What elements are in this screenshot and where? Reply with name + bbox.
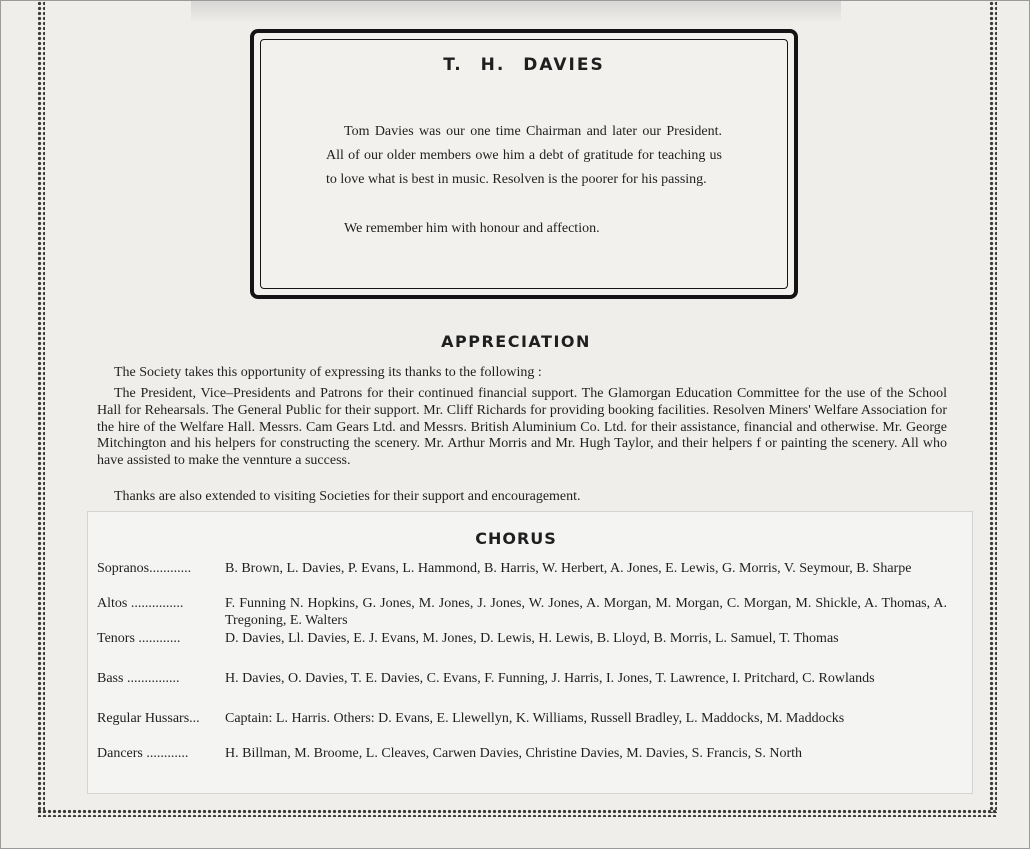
appreciation-heading: APPRECIATION	[441, 332, 591, 351]
part-label: Altos ...............	[97, 596, 184, 611]
chorus-heading: CHORUS	[475, 529, 557, 548]
part-label: Regular Hussars...	[97, 711, 200, 726]
memorial-text: Tom Davies was our one time Chairman and later our President. All of our older members owe him a debt of gratitude for teaching us to love what is best in music. Resolven is the poorer for his passing.	[326, 124, 722, 187]
memorial-title: T. H. DAVIES	[443, 55, 605, 75]
dotted-border-left	[37, 1, 45, 813]
part-names: B. Brown, L. Davies, P. Evans, L. Hammond, B. Harris, W. Herbert, A. Jones, E. Lewis, G. Morris, V. Seymour, B. Sharpe	[225, 561, 912, 576]
memorial-closing: We remember him with honour and affection.	[344, 221, 600, 236]
part-label: Tenors ............	[97, 631, 181, 646]
part-names: D. Davies, Ll. Davies, E. J. Evans, M. Jones, D. Lewis, H. Lewis, B. Lloyd, B. Morris, L. Samuel, T. Thomas	[225, 631, 839, 646]
part-label: Dancers ............	[97, 746, 189, 761]
appreciation-body: The President, Vice–Presidents and Patrons for their continued financial support. The Glamorgan Education Committee for the use of the School Hall for Rehearsals. The General Public for their support. Mr. Cliff Richards for providing booking facilities. Resolven Miners' Welfare Association for the hire of the Welfare Hall. Messrs. Cam Gears Ltd. and Messrs. British Aluminium Co. Ltd. for their assistance, financial and otherwise. Mr. George Mitchington and his helpers for constructing the scenery. Mr. Arthur Morris and Mr. Hugh Taylor, and their helpers f or painting the scenery. All who have assisted to make the vennture a success.	[97, 386, 947, 469]
dotted-border-bottom	[37, 809, 997, 817]
part-label: Bass ...............	[97, 671, 180, 686]
dotted-border-right	[989, 1, 997, 813]
part-names: F. Funning N. Hopkins, G. Jones, M. Jones, J. Jones, W. Jones, A. Morgan, M. Morgan, C. Morgan, M. Shickle, A. Thomas, A. Tregoning, E. Walters	[225, 596, 947, 628]
faded-reverse-print	[191, 1, 841, 23]
part-label: Sopranos............	[97, 561, 192, 576]
appreciation-thanks: Thanks are also extended to visiting Societies for their support and encouragement.	[114, 489, 581, 504]
part-names: Captain: L. Harris. Others: D. Evans, E. Llewellyn, K. Williams, Russell Bradley, L. Maddocks, M. Maddocks	[225, 711, 845, 726]
part-names: H. Davies, O. Davies, T. E. Davies, C. Evans, F. Funning, J. Harris, I. Jones, T. Lawrence, I. Pritchard, C. Rowlands	[225, 671, 875, 686]
part-names: H. Billman, M. Broome, L. Cleaves, Carwen Davies, Christine Davies, M. Davies, S. Francis, S. North	[225, 746, 803, 761]
appreciation-intro: The Society takes this opportunity of expressing its thanks to the following :	[114, 365, 542, 380]
